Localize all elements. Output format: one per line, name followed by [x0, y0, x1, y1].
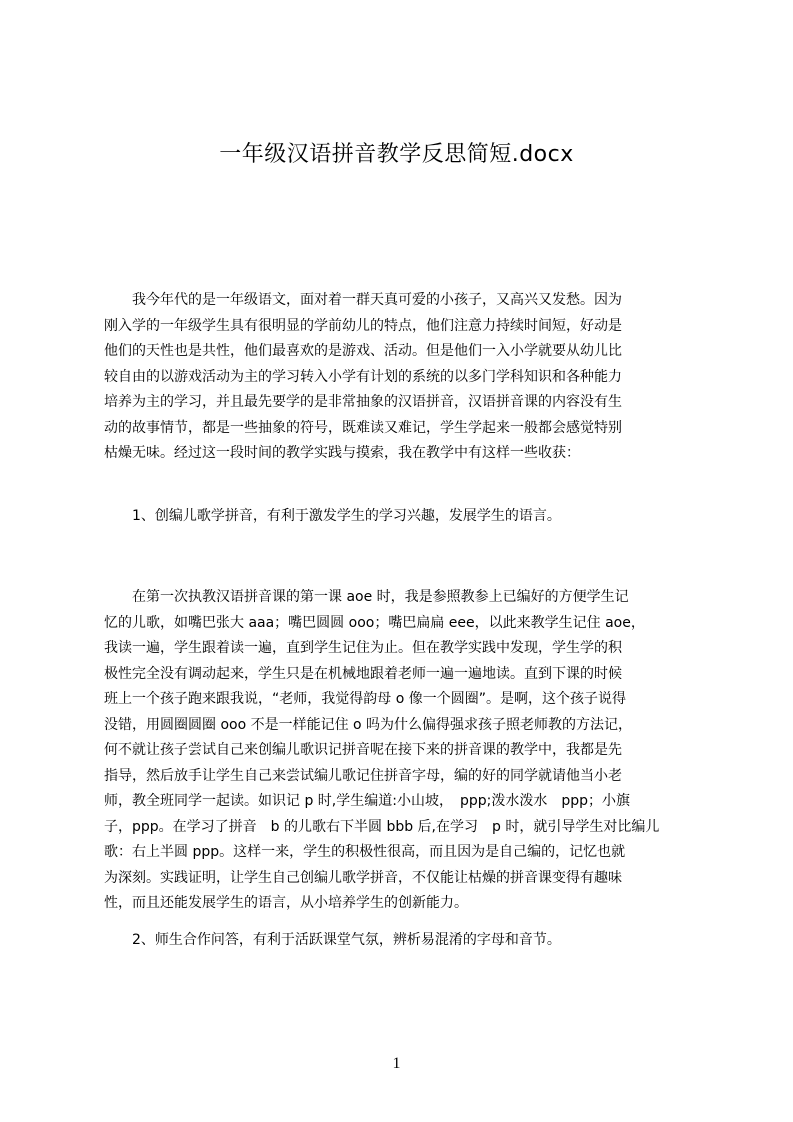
text-line: 忆的儿歌，如嘴巴张大 aaa；嘴巴圆圆 ooo；嘴巴扁扁 eee，以此来教学生记住 aoe， — [104, 614, 645, 631]
paragraph-intro — [104, 288, 699, 467]
text-line: 他们的天性也是共性，他们最喜欢的是游戏、活动。但是他们一入小学就要从幼儿比 — [104, 343, 622, 359]
document-title: 一年级汉语拼音教学反思简短.docx — [219, 142, 574, 167]
text-line: 动的故事情节，都是一些抽象的符号，既难读又难记，学生学起来一般都会感觉特别 — [104, 419, 622, 436]
text-line: 没错，用圆圈圆圈 ooo 不是一样能记住 o 吗为什么偏得强求孩子照老师教的方法记， — [104, 716, 633, 733]
text-line: 师，教全班同学一起读。如识记 p 时,学生编道:小山坡， ppp;泼水泼水 ppp；小旗 — [104, 793, 630, 809]
text-line: 培养为主的学习，并且最先要学的是非常抽象的汉语拼音，汉语拼音课的内容没有生 — [104, 394, 622, 410]
text-line: 我读一遍，学生跟着读一遍，直到学生记住为止。但在教学实践中发现，学生学的积 — [104, 640, 622, 656]
text-line: 子，ppp。在学习了拼音 b 的儿歌右下半圆 bbb 后,在学习 p 时，就引导学生对比编儿 — [104, 818, 660, 835]
text-line: 1、创编儿歌学拼音，有利于激发学生的学习兴趣，发展学生的语言。 — [104, 508, 561, 524]
text-line: 2、师生合作问答，有利于活跃课堂气氛，辨析易混淆的字母和音节。 — [104, 932, 561, 948]
paragraph-section-1-body — [104, 585, 699, 917]
page-number: 1 — [392, 1055, 401, 1072]
text-line: 极性完全没有调动起来，学生只是在机械地跟着老师一遍一遍地读。直到下课的时候 — [104, 665, 622, 682]
text-line: 较自由的以游戏活动为主的学习转入小学有计划的系统的以多门学科知识和各种能力 — [104, 368, 622, 385]
text-line: 我今年代的是一年级语文，面对着一群天真可爱的小孩子，又高兴又发愁。因为 — [104, 292, 622, 308]
text-line: 班上一个孩子跑来跟我说，“老师，我觉得韵母 o 像一个圆圈”。是啊，这个孩子说得 — [104, 691, 626, 707]
text-line: 歌：右上半圆 ppp。这样一来，学生的积极性很高，而且因为是自己编的，记忆也就 — [104, 844, 626, 860]
text-line: 性，而且还能发展学生的语言，从小培养学生的创新能力。 — [104, 895, 468, 911]
text-line: 为深刻。实践证明，让学生自己创编儿歌学拼音，不仅能让枯燥的拼音课变得有趣味 — [104, 869, 622, 886]
text-line: 刚入学的一年级学生具有很明显的学前幼儿的特点，他们注意力持续时间短，好动是 — [104, 317, 622, 334]
text-line: 指导，然后放手让学生自己来尝试编儿歌记住拼音字母，编的好的同学就请他当小老 — [104, 767, 622, 784]
text-line: 枯燥无味。经过这一段时间的教学实践与摸索，我在教学中有这样一些收获： — [104, 445, 580, 461]
section-heading-2 — [104, 928, 699, 954]
section-heading-1 — [104, 504, 699, 530]
text-line: 在第一次执教汉语拼音课的第一课 aoe 时，我是参照教参上已编好的方便学生记 — [104, 589, 629, 605]
text-line: 何不就让孩子尝试自己来创编儿歌识记拼音呢在接下来的拼音课的教学中，我都是先 — [104, 742, 622, 758]
